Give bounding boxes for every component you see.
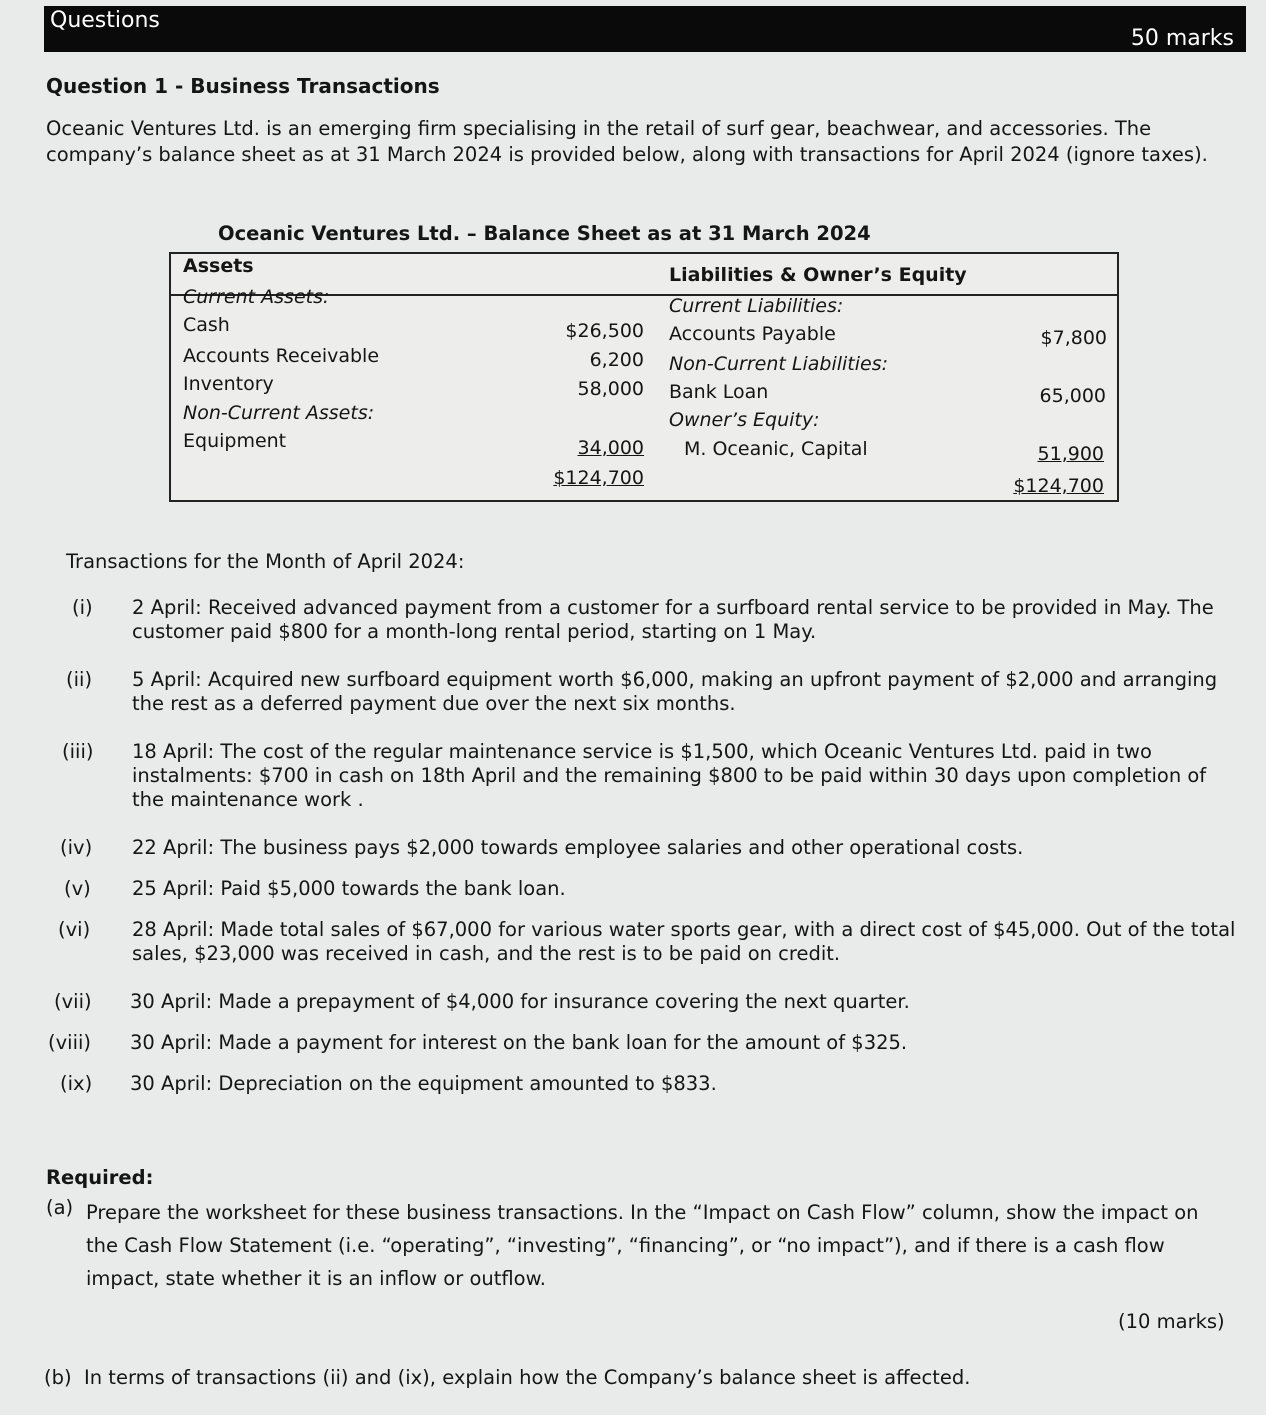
assets-total: $124,700 [553,467,644,489]
transaction-text: 25 April: Paid $5,000 towards the bank loan. [132,877,566,900]
capital-label: M. Oceanic, Capital [684,438,868,460]
transaction-text: 28 April: Made total sales of $67,000 for various water sports gear, with a direct cost of $45,000. Out of the total sales, $23,000 was received in cash, and the rest is to be paid on credit. [132,918,1236,965]
ap-value: $7,800 [1040,327,1107,349]
transaction-number: (vi) [58,918,91,941]
ar-value: 6,200 [589,349,644,371]
section-header [44,6,1246,52]
equipment-label: Equipment [183,430,287,452]
transaction-number: (iv) [60,836,93,859]
transaction-number: (ix) [60,1072,93,1095]
section-title: Questions [50,8,160,33]
liabilities-heading: Liabilities & Owner’s Equity [669,264,967,286]
total-marks: 50 marks [1130,26,1234,51]
equipment-value: 34,000 [577,437,644,459]
equity-label: Owner’s Equity: [669,409,820,431]
bank-loan-label: Bank Loan [669,381,769,403]
balance-sheet-table [169,252,1119,502]
part-b-text: In terms of transactions (ii) and (ix), explain how the Company’s balance sheet is affected. [84,1366,971,1389]
noncurrent-assets-label: Non-Current Assets: [183,402,375,424]
question-title: Question 1 - Business Transactions [46,74,440,98]
transaction-text: 2 April: Received advanced payment from a customer for a surfboard rental service to be provided in May. The customer paid $800 for a month-long rental period, starting on 1 May. [132,596,1214,643]
liabilities-total: $124,700 [1013,475,1104,497]
transaction-text: 30 April: Made a payment for interest on the bank loan for the amount of $325. [130,1031,908,1054]
transaction-text: 22 April: The business pays $2,000 towards employee salaries and other operational costs. [132,836,1024,859]
transaction-number: (i) [72,596,93,619]
ar-label: Accounts Receivable [183,345,380,367]
transaction-text: 5 April: Acquired new surfboard equipment worth $6,000, making an upfront payment of $2,000 and arranging the rest as a deferred payment due over the next six months. [132,668,1218,715]
transaction-text: 30 April: Made a prepayment of $4,000 for insurance covering the next quarter. [130,990,910,1013]
cash-label: Cash [183,314,230,336]
current-assets-label: Current Assets: [183,286,330,308]
inventory-label: Inventory [183,373,274,395]
inventory-value: 58,000 [577,378,644,400]
transaction-number: (iii) [62,740,94,763]
transaction-text: 18 April: The cost of the regular maintenance service is $1,500, which Oceanic Ventures Ltd. paid in two instalments: $700 in cash on 18th April and the remaining $800 to be paid within 30 days upon completion of the maintenance work . [132,740,1207,811]
part-a-label: (a) [46,1196,74,1219]
required-heading: Required: [46,1166,154,1189]
capital-value: 51,900 [1037,443,1104,465]
assets-heading: Assets [183,255,254,277]
transaction-text: 30 April: Depreciation on the equipment amounted to $833. [130,1072,717,1095]
transaction-number: (ii) [66,668,93,691]
bank-loan-value: 65,000 [1039,385,1106,407]
part-a-marks: (10 marks) [1118,1310,1225,1333]
noncurrent-liabilities-label: Non-Current Liabilities: [669,353,889,375]
transaction-number: (vii) [54,990,92,1013]
balance-sheet-title: Oceanic Ventures Ltd. – Balance Sheet as at 31 March 2024 [218,222,871,245]
part-b-label: (b) [44,1366,72,1389]
question-intro: Oceanic Ventures Ltd. is an emerging firm specialising in the retail of surf gear, beachwear, and accessories. The company’s balance sheet as at 31 March 2024 is provided below, along with transactions for April 2024 (ignore taxes). [46,117,1208,166]
transaction-number: (v) [64,877,91,900]
transaction-number: (viii) [48,1031,92,1054]
cash-value: $26,500 [565,320,644,342]
part-a-text: Prepare the worksheet for these business transactions. In the “Impact on Cash Flow” column, show the impact on the Cash Flow Statement (i.e. “operating”, “investing”, “financing”, or “no impact”), and if there is a cash flow impact, state whether it is an inflow or outflow. [86,1201,1199,1290]
transactions-heading: Transactions for the Month of April 2024: [66,550,465,573]
current-liabilities-label: Current Liabilities: [669,295,844,317]
ap-label: Accounts Payable [669,323,836,345]
